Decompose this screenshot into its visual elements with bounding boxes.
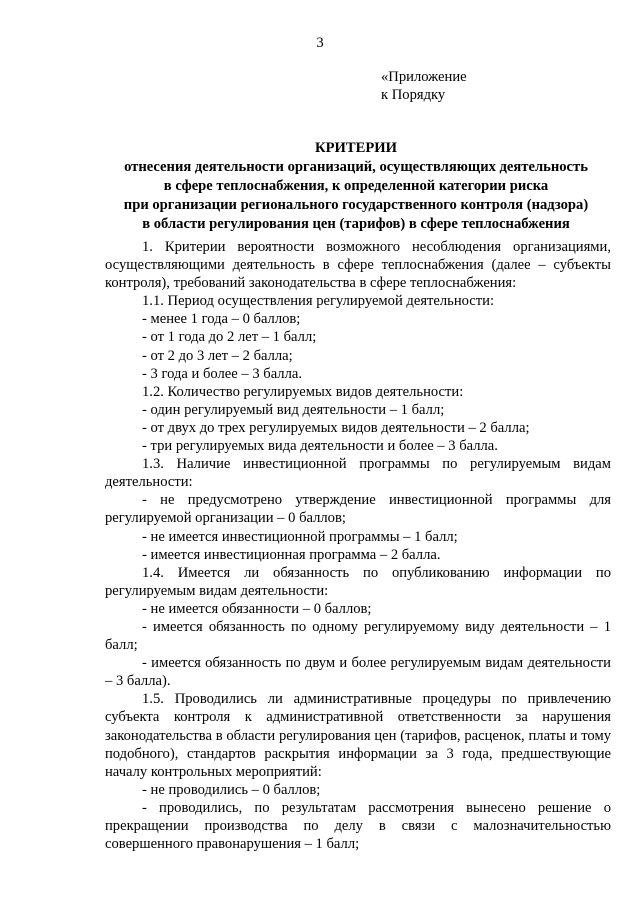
list-item: - 3 года и более – 3 балла.: [142, 365, 302, 382]
list-item: - не имеется обязанности – 0 баллов;: [142, 600, 372, 617]
paragraph-1-2: 1.2. Количество регулируемых видов деятельности:: [142, 383, 464, 400]
list-item: - имеется обязанность по двум и более регулируемым видам деятельности – 3 балла).: [105, 655, 611, 690]
paragraph-1-4: 1.4. Имеется ли обязанность по опубликованию информации по регулируемым видам деятельности:: [105, 564, 611, 599]
title-line-2: в сфере теплоснабжения, к определенной категории риска: [163, 178, 549, 194]
list-item: - от 1 года до 2 лет – 1 балл;: [142, 329, 317, 346]
document-title: [96, 139, 616, 234]
list-item: - один регулируемый вид деятельности – 1 балл;: [142, 401, 445, 418]
title-line-1: отнесения деятельности организаций, осуществляющих деятельность: [124, 159, 588, 175]
appendix-line-1: «Приложение: [381, 69, 467, 85]
appendix-reference: [381, 68, 467, 104]
paragraph-criteria-1: 1. Критерии вероятности возможного несоблюдения организациями, осуществляющими деятельность в сфере теплоснабжения (далее – субъекты контроля), требований законодательства в сфере теплоснабжения:: [105, 239, 611, 292]
paragraph-1-1: 1.1. Период осуществления регулируемой деятельности:: [142, 293, 495, 310]
page-number: 3: [316, 35, 324, 51]
list-item: - от двух до трех регулируемых видов деятельности – 2 балла;: [142, 419, 530, 436]
title-heading: КРИТЕРИИ: [315, 140, 397, 156]
list-item: - три регулируемых вида деятельности и более – 3 балла.: [142, 438, 498, 455]
list-item: - имеется инвестиционная программа – 2 балла.: [142, 546, 441, 563]
title-line-4: в области регулирования цен (тарифов) в сфере теплоснабжения: [142, 216, 570, 232]
list-item: - не проводились – 0 баллов;: [142, 781, 321, 798]
paragraph-1-5: 1.5. Проводились ли административные процедуры по привлечению субъекта контроля к административной ответственности за нарушения законодательства в области регулирования цен (тарифов, расценок, платы и тому подобного), стандартов раскрытия информации за 3 года, предшествующие началу контрольных мероприятий:: [105, 691, 611, 780]
title-line-3: при организации регионального государственного контроля (надзора): [123, 197, 589, 213]
list-item: - менее 1 года – 0 баллов;: [142, 311, 301, 328]
list-item: - от 2 до 3 лет – 2 балла;: [142, 347, 293, 364]
document-body: [105, 238, 611, 853]
list-item: - не предусмотрено утверждение инвестиционной программы для регулируемой организации – 0 баллов;: [105, 492, 611, 527]
list-item: - проводились, по результатам рассмотрения вынесено решение о прекращении производства по делу в связи с малозначительностью совершенного правонарушения – 1 балл;: [105, 799, 611, 853]
appendix-line-2: к Порядку: [381, 87, 446, 103]
list-item: - не имеется инвестиционной программы – 1 балл;: [142, 528, 458, 545]
list-item: - имеется обязанность по одному регулируемому виду деятельности – 1 балл;: [105, 618, 611, 654]
paragraph-1-3: 1.3. Наличие инвестиционной программы по регулируемым видам деятельности:: [105, 456, 611, 491]
